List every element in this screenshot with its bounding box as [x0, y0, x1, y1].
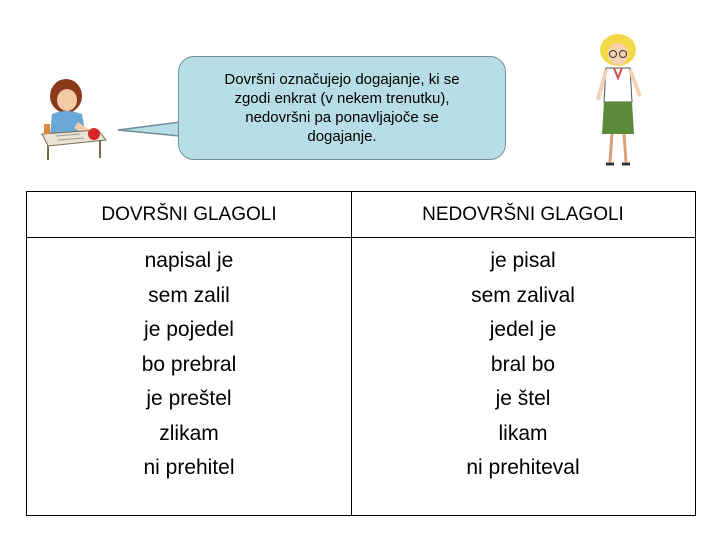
bubble-line: zgodi enkrat (v nekem trenutku), — [234, 90, 450, 107]
verb-table — [26, 191, 696, 516]
bubble-line: dogajanje. — [307, 128, 377, 145]
header-perfective: DOVRŠNI GLAGOLI — [101, 204, 277, 225]
list-item: je pisal — [490, 249, 556, 272]
list-item: bral bo — [490, 352, 556, 376]
list-item: sem zalival — [471, 283, 575, 307]
list-item: ni prehiteval — [466, 456, 580, 479]
list-item: zlikam — [159, 421, 219, 445]
girl-writing-clipart — [40, 74, 110, 164]
list-item: ni prehitel — [143, 456, 235, 479]
header-imperfective: NEDOVRŠNI GLAGOLI — [422, 204, 624, 225]
list-item: je preštel — [146, 387, 232, 410]
imperfective-verbs-list — [351, 244, 695, 486]
bubble-line: nedovršni pa ponavljajoče se — [245, 109, 439, 126]
list-item: likam — [498, 421, 548, 445]
list-item: napisal je — [144, 249, 234, 272]
speech-bubble-text — [224, 70, 459, 146]
list-item: jedel je — [489, 318, 557, 341]
bubble-line: Dovršni označujejo dogajanje, ki se — [224, 71, 460, 88]
teacher-clipart — [590, 30, 650, 170]
list-item: je pojedel — [144, 318, 234, 341]
list-item: sem zalil — [148, 283, 230, 307]
list-item: je štel — [495, 387, 551, 410]
list-item: bo prebral — [141, 352, 237, 376]
perfective-verbs-list — [27, 244, 351, 486]
speech-bubble — [178, 56, 506, 160]
